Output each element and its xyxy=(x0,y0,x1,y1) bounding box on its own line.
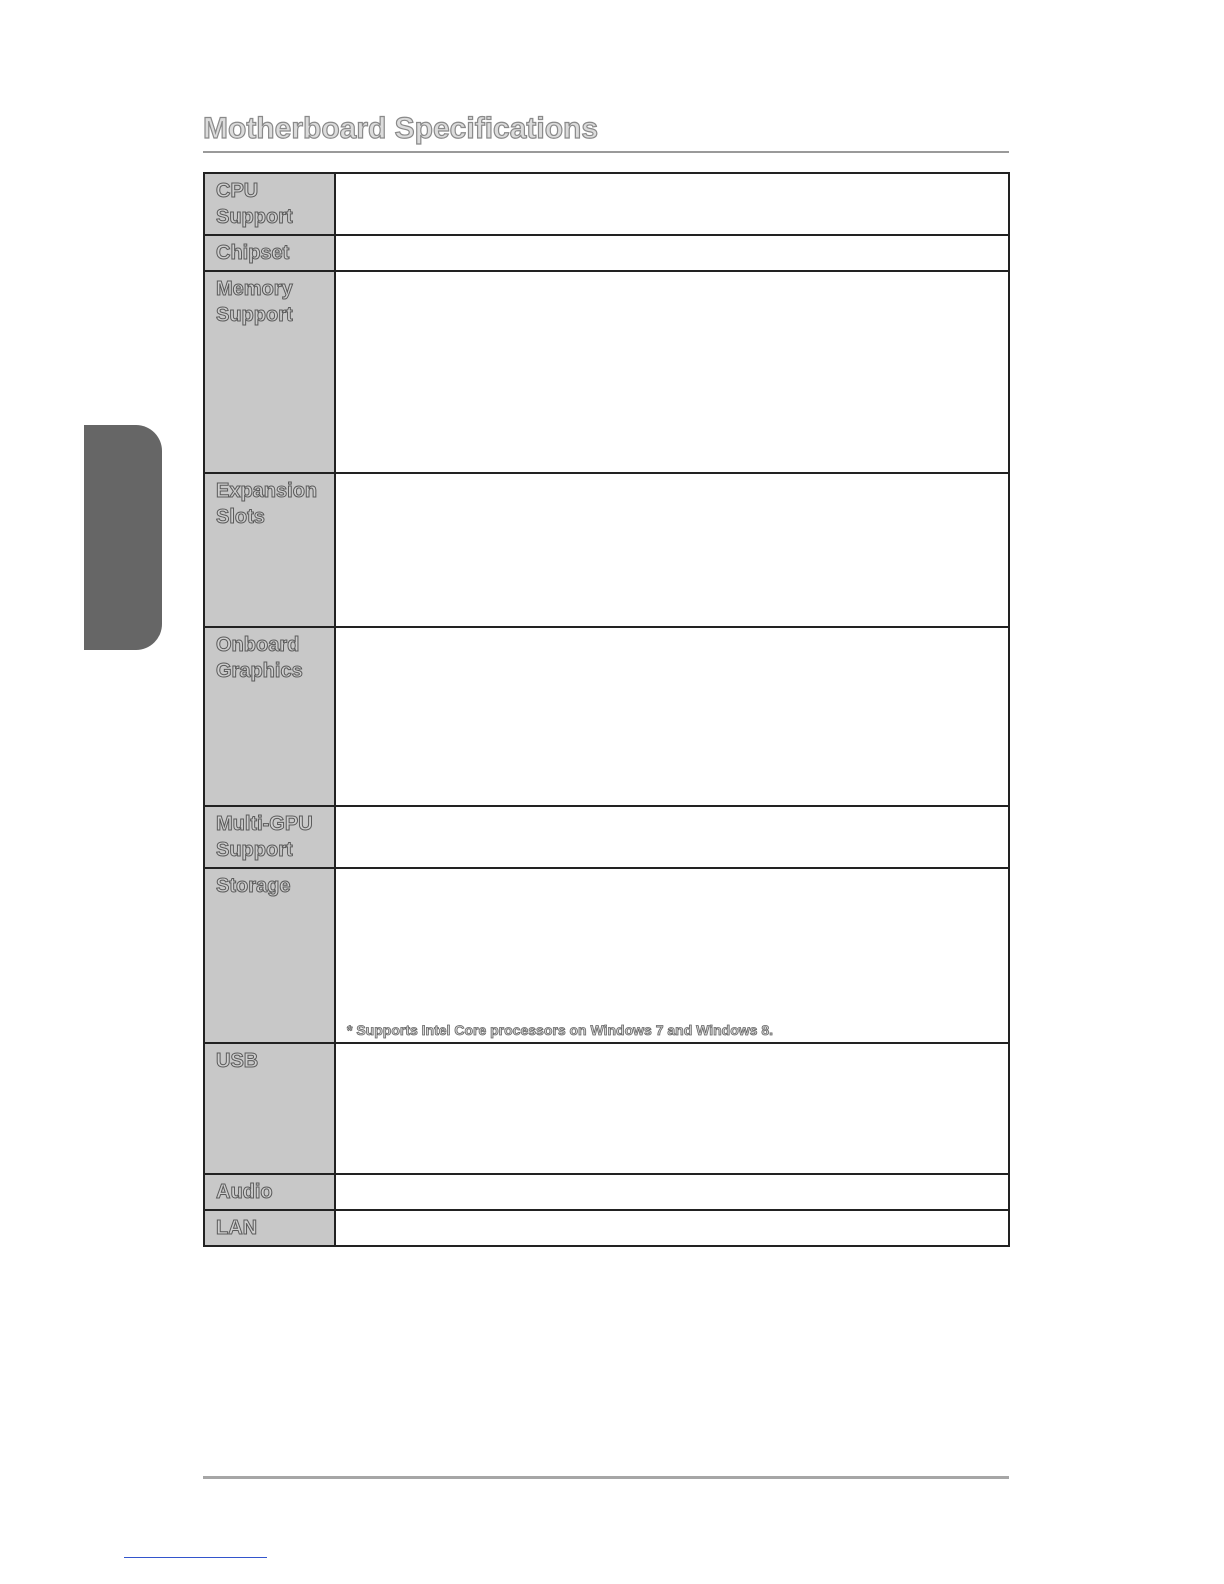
table-row xyxy=(204,1210,1009,1246)
row-label-cell xyxy=(204,868,335,1043)
table-row xyxy=(204,473,1009,627)
row-value-cell xyxy=(335,868,1009,1043)
row-label-cell xyxy=(204,235,335,271)
table-row xyxy=(204,271,1009,473)
title-divider xyxy=(203,151,1009,153)
row-label-cell xyxy=(204,271,335,473)
row-label-cell xyxy=(204,1043,335,1174)
chapter-side-tab xyxy=(84,425,162,650)
row-value-cell xyxy=(335,1174,1009,1210)
row-label-memory-support: Memory Support xyxy=(216,278,293,326)
row-label-expansion-slots: Expansion Slots xyxy=(216,480,318,528)
row-label-audio: Audio xyxy=(216,1181,273,1203)
row-label-cell xyxy=(204,627,335,806)
row-label-onboard-graphics: Onboard Graphics xyxy=(216,634,303,682)
row-value-cell xyxy=(335,1043,1009,1174)
table-row xyxy=(204,173,1009,235)
table-row xyxy=(204,868,1009,1043)
spec-table xyxy=(203,172,1010,1247)
row-value-cell xyxy=(335,473,1009,627)
table-row xyxy=(204,235,1009,271)
row-label-cell xyxy=(204,806,335,868)
footer-divider xyxy=(203,1476,1009,1479)
footer-link-underline[interactable] xyxy=(124,1557,267,1558)
row-label-cell xyxy=(204,173,335,235)
table-row xyxy=(204,627,1009,806)
row-label-cpu-support: CPU Support xyxy=(216,180,293,228)
row-value-cell xyxy=(335,173,1009,235)
row-label-chipset: Chipset xyxy=(216,242,290,264)
row-value-cell xyxy=(335,627,1009,806)
table-row xyxy=(204,1174,1009,1210)
page-title: Motherboard Specifications xyxy=(203,112,599,145)
row-label-cell xyxy=(204,1210,335,1246)
row-value-cell xyxy=(335,235,1009,271)
row-label-cell xyxy=(204,1174,335,1210)
row-label-usb: USB xyxy=(216,1050,259,1072)
row-value-cell xyxy=(335,806,1009,868)
row-value-cell xyxy=(335,1210,1009,1246)
storage-footnote: * Supports Intel Core processors on Windows 7 and Windows 8. xyxy=(347,1022,774,1038)
row-label-lan: LAN xyxy=(216,1217,258,1239)
row-label-cell xyxy=(204,473,335,627)
row-label-storage: Storage xyxy=(216,875,291,897)
table-row xyxy=(204,1043,1009,1174)
row-value-cell xyxy=(335,271,1009,473)
table-row xyxy=(204,806,1009,868)
row-label-multi-gpu-support: Multi-GPU Support xyxy=(216,813,313,861)
